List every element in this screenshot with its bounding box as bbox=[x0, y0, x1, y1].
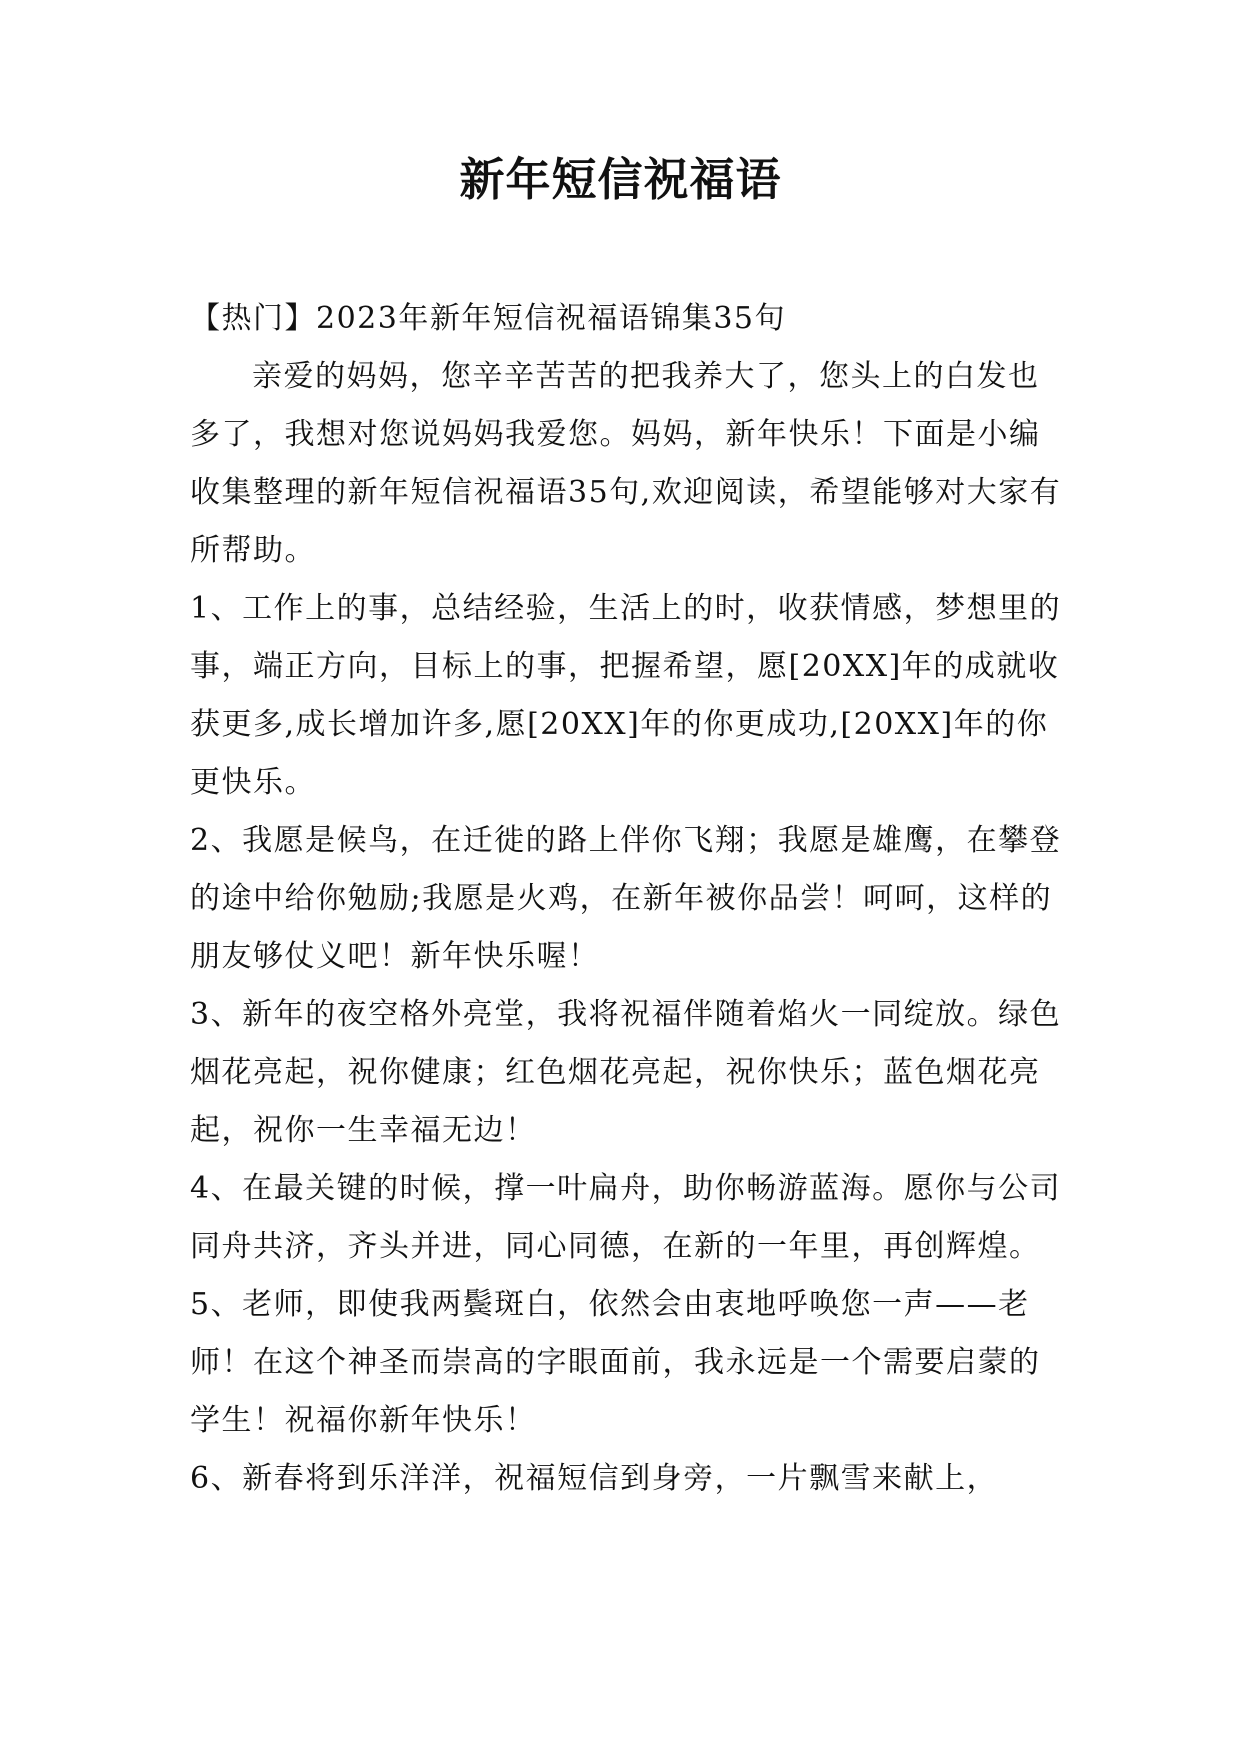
list-item: 3、新年的夜空格外亮堂，我将祝福伴随着焰火一同绽放。绿色烟花亮起，祝你健康；红色烟花亮起，祝你快乐；蓝色烟花亮起，祝你一生幸福无边！ bbox=[190, 997, 1062, 1148]
list-item: 1、工作上的事，总结经验，生活上的时，收获情感，梦想里的事，端正方向，目标上的事，把握希望，愿[20XX]年的成就收获更多,成长增加许多,愿[20XX]年的你更成功,[20XX]年的你更快乐。 bbox=[190, 591, 1062, 800]
document-body bbox=[190, 290, 1062, 1508]
list-item: 2、我愿是候鸟，在迁徙的路上伴你飞翔；我愿是雄鹰，在攀登的途中给你勉励;我愿是火鸡，在新年被你品尝！呵呵，这样的朋友够仗义吧！新年快乐喔！ bbox=[190, 823, 1062, 974]
document-subtitle: 【热门】2023年新年短信祝福语锦集35句 bbox=[190, 301, 787, 336]
list-item: 5、老师，即使我两鬓斑白，依然会由衷地呼唤您一声——老师！在这个神圣而崇高的字眼面前，我永远是一个需要启蒙的学生！祝福你新年快乐！ bbox=[190, 1287, 1041, 1438]
document-title: 新年短信祝福语 bbox=[459, 153, 782, 206]
list-item: 6、新春将到乐洋洋，祝福短信到身旁，一片飘雪来献上， bbox=[190, 1461, 999, 1496]
intro-paragraph: 亲爱的妈妈，您辛辛苦苦的把我养大了，您头上的白发也多了，我想对您说妈妈我爱您。妈妈，新年快乐！下面是小编收集整理的新年短信祝福语35句,欢迎阅读，希望能够对大家有所帮助。 bbox=[190, 359, 1062, 568]
list-item: 4、在最关键的时候，撑一叶扁舟，助你畅游蓝海。愿你与公司同舟共济，齐头并进，同心同德，在新的一年里，再创辉煌。 bbox=[190, 1171, 1062, 1264]
